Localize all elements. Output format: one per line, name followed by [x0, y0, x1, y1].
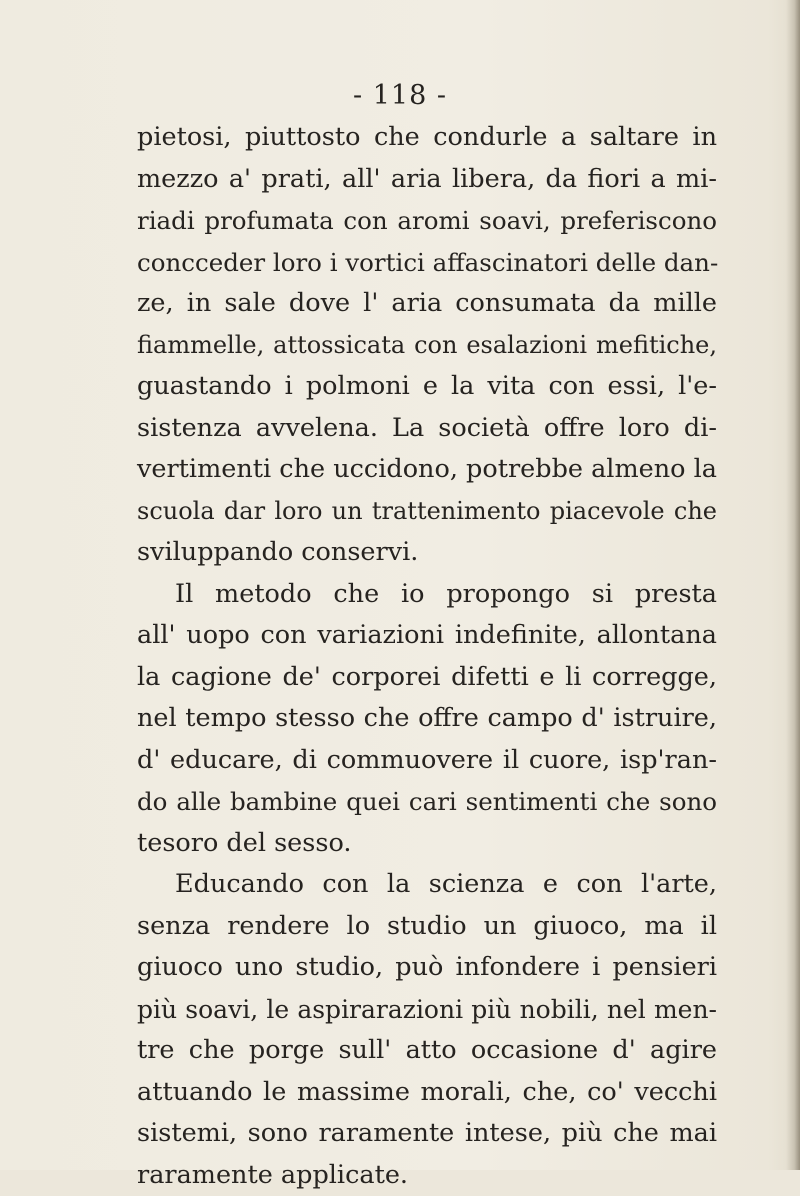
- text-line: sviluppando conservi.: [137, 532, 717, 574]
- text-line: d' educare, di commuovere il cuore, isp'ran-: [137, 740, 717, 782]
- text-line: attuando le massime morali, che, co' vecchi: [137, 1072, 717, 1114]
- text-line: tre che porge sull' atto occasione d' agire: [137, 1030, 717, 1072]
- page-number: - 118 -: [0, 80, 800, 111]
- text-line: nel tempo stesso che offre campo d' istruire,: [137, 698, 717, 740]
- text-line: do alle bambine quei cari sentimenti che sono: [137, 781, 717, 823]
- body-text: [137, 117, 717, 1196]
- text-line: sistenza avvelena. La società offre loro di-: [137, 408, 717, 450]
- text-line: vertimenti che uccidono, potrebbe almeno la: [137, 449, 717, 491]
- text-line: senza rendere lo studio un giuoco, ma il: [137, 906, 717, 948]
- text-line: Il metodo che io propongo si presta: [137, 574, 717, 616]
- text-line: guastando i polmoni e la vita con essi, l'e-: [137, 366, 717, 408]
- text-line: raramente applicate.: [137, 1155, 717, 1196]
- text-line: fiammelle, attossicata con esalazioni mefitiche,: [137, 325, 717, 367]
- text-line: ze, in sale dove l' aria consumata da mille: [137, 283, 717, 325]
- text-line: Educando con la scienza e con l'arte,: [137, 864, 717, 906]
- text-line: all' uopo con variazioni indefinite, allontana: [137, 615, 717, 657]
- text-line: mezzo a' prati, all' aria libera, da fiori a mi-: [137, 159, 717, 201]
- text-line: più soavi, le aspirarazioni più nobili, nel men-: [137, 989, 717, 1031]
- text-line: scuola dar loro un trattenimento piacevole che: [137, 491, 717, 533]
- text-line: sistemi, sono raramente intese, più che mai: [137, 1113, 717, 1155]
- text-line: riadi profumata con aromi soavi, preferiscono: [137, 200, 717, 242]
- page-edge-shadow: [786, 0, 800, 1170]
- text-line: la cagione de' corporei difetti e li corregge,: [137, 657, 717, 699]
- text-line: pietosi, piuttosto che condurle a saltare in: [137, 117, 717, 159]
- text-line: tesoro del sesso.: [137, 823, 717, 865]
- text-line: concceder loro i vortici affascinatori delle dan-: [137, 242, 717, 284]
- text-line: giuoco uno studio, può infondere i pensieri: [137, 947, 717, 989]
